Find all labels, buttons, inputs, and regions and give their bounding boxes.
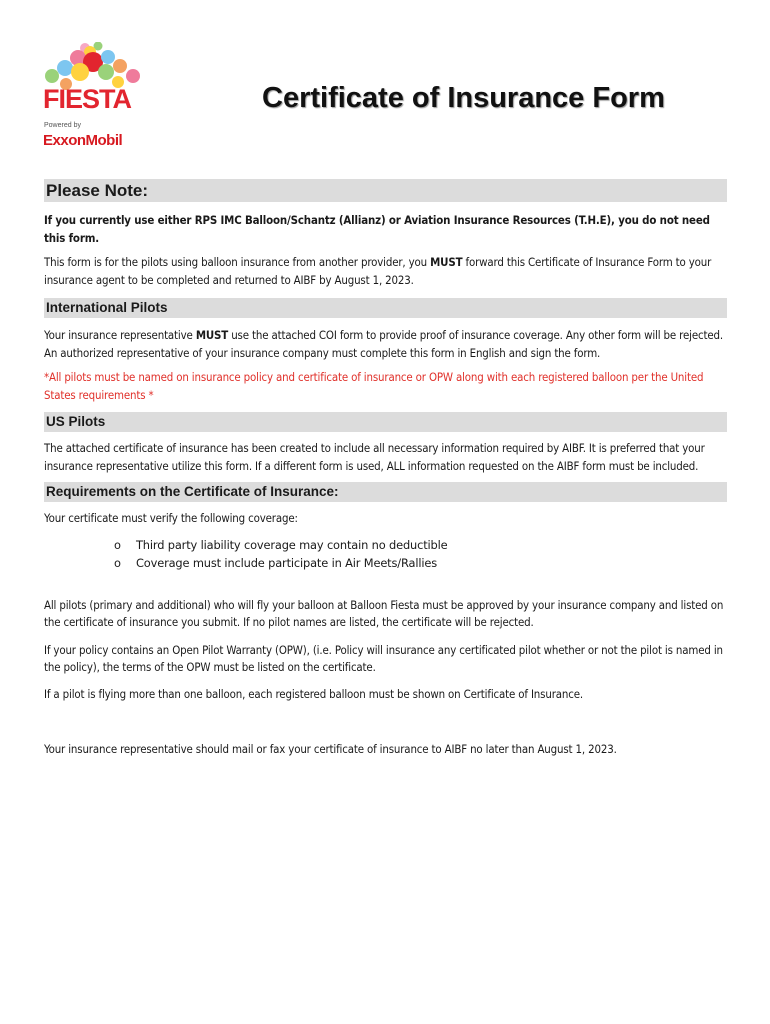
bullet-icon: o <box>114 555 121 570</box>
international-pilots-heading: International Pilots <box>44 298 727 318</box>
page-title: Certificate of Insurance Form <box>262 82 665 114</box>
us-paragraph: The attached certificate of insurance has been created to include all necessary information required by AIBF. It is preferred that your insurance representative utilize this form. If a different form is used, ALL information requested on the AIBF form must be included. <box>44 441 705 473</box>
mail-fax-paragraph: Your insurance representative should mail or fax your certificate of insurance to AIBF no later than August 1, 2023. <box>44 742 617 756</box>
requirements-intro: Your certificate must verify the following coverage: <box>44 511 298 525</box>
note-paragraph: This form is for the pilots using balloon insurance from another provider, you MUST forward this Certificate of Insurance Form to your insurance agent to be completed and returned to AIBF by August 1, 2023. <box>44 255 712 287</box>
list-item: o Coverage must include participate in Air Meets/Rallies <box>114 555 438 570</box>
list-item: o Third party liability coverage may contain no deductible <box>114 537 448 552</box>
document-body <box>44 179 727 759</box>
requirement-warning: *All pilots must be named on insurance policy and certificate of insurance or OPW along with each registered balloon per the United States requirements * <box>44 370 704 402</box>
us-pilots-heading: US Pilots <box>44 412 727 432</box>
multiple-balloon-paragraph: If a pilot is flying more than one balloon, each registered balloon must be shown on Certificate of Insurance. <box>44 686 583 701</box>
exxonmobil-logo: ExxonMobil <box>43 132 123 149</box>
pilots-approval-paragraph: All pilots (primary and additional) who will fly your balloon at Balloon Fiesta must be approved by your insurance company and listed on the certificate of insurance you submit. If no pilot names are listed, the certificate will be rejected. <box>44 597 724 629</box>
fiesta-logo <box>40 42 160 152</box>
requirements-heading: Requirements on the Certificate of Insurance: <box>44 482 727 502</box>
fiesta-wordmark: FIESTA <box>43 84 131 114</box>
bullet-icon: o <box>114 537 121 552</box>
international-paragraph: Your insurance representative MUST use the attached COI form to provide proof of insurance coverage. Any other form will be rejected. An authorized representative of your insurance company must complete this form in English and sign the form. <box>44 328 723 360</box>
opw-paragraph: If your policy contains an Open Pilot Warranty (OPW), (i.e. Policy will insurance any certificated pilot whether or not the pilot is named in the policy), the terms of the OPW must be listed on the certificate. <box>44 642 723 674</box>
powered-by-label: Powered by <box>44 122 81 129</box>
note-bold-paragraph: If you currently use either RPS IMC Balloon/Schantz (Allianz) or Aviation Insurance Resources (T.H.E), you do not need this form. <box>44 213 710 245</box>
coverage-list <box>44 536 727 572</box>
please-note-heading: Please Note: <box>44 179 727 202</box>
